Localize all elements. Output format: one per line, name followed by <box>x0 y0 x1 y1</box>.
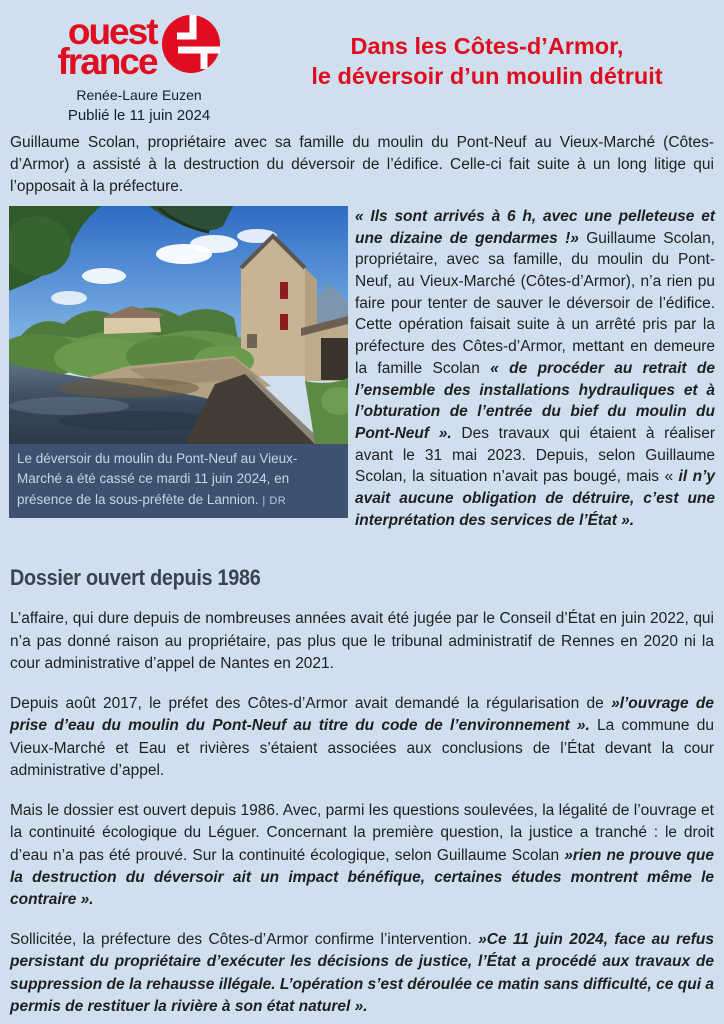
mill-river-photo <box>9 206 348 444</box>
ouest-france-logo-icon <box>161 14 221 79</box>
article-figure <box>9 206 348 518</box>
brand-block <box>9 10 269 124</box>
body-paragraph-1: L’affaire, qui dure depuis de nombreuses années avait été jugée par le Conseil d’État en juin 2022, qui n’a pas donné raison au propriétaire, pas plus que le tribunal administratif de Rennes en 2020 ni la cour administrative d’appel de Nantes en 2021. <box>10 610 714 673</box>
photo-caption <box>9 444 348 518</box>
quote-paragraph: « Ils sont arrivés à 6 h, avec une pelleteuse et une dizaine de gendarmes !» Guillaume Scolan, propriétaire, avec sa famille, du moulin du Pont-Neuf, au Vieux-Marché (Côtes-d’Armor), n’a rien pu faire pour tenter de sauver le déversoir de l’édifice. Cette opération faisait suite à un arrêté pris par la préfecture des Côtes-d’Armor, mettant en demeure la famille Scolan « de procéder au retrait de l’ensemble des installations hydrauliques et à l’obturation de l’entrée du bief du moulin du Pont-Neuf ». Des travaux qui étaient à réaliser avant le 31 mai 2023. Depuis, selon Guillaume Scolan, la situation n’avait pas bougé, mais « il n’y avait aucune obligation de détruire, c’est une interprétation des services de l’État ». <box>355 208 715 529</box>
headline-line-1: Dans les Côtes-d’Armor, <box>350 33 624 59</box>
logo-word-france: france <box>57 40 157 82</box>
body-paragraph-4: Sollicitée, la préfecture des Côtes-d’Armor confirme l’intervention. »Ce 11 juin 2024, face au refus persistant du propriétaire d’exécuter les décisions de justice, l’État a procédé aux travaux de suppression de la rehausse illégale. L’opération s’est déroulée ce matin sans difficulté, ce qui a permis de restituer la rivière à son état naturel ». <box>10 930 714 1016</box>
author-byline: Renée-Laure Euzen <box>76 87 202 103</box>
logo-word-ouest: ouest <box>67 10 157 52</box>
body-paragraph-3: Mais le dossier est ouvert depuis 1986. Avec, parmi les questions soulevées, la légalité de l’ouvrage et la continuité écologique du Léguer. Concernant la première question, la justice a tranché : le droit d’eau n’a pas été prouvé. Sur la continuité écologique, selon Guillaume Scolan »rien ne prouve que la destruction du déversoir ait un impact bénéfique, certaines études montrent même le contraire ». <box>10 801 714 909</box>
media-row <box>9 206 715 531</box>
caption-text: Le déversoir du moulin du Pont-Neuf au Vieux-Marché a été cassé ce mardi 11 juin 2024, en présence de la sous-préfète de Lannion. <box>17 451 298 507</box>
photo-credit: | DR <box>262 494 287 507</box>
article-headline <box>269 32 705 92</box>
headline-line-2: le déversoir d’un moulin détruit <box>311 62 663 89</box>
section-heading: Dossier ouvert depuis 1986 <box>10 565 261 591</box>
masthead <box>9 10 715 126</box>
publish-date: Publié le 11 juin 2024 <box>67 107 211 124</box>
intro-paragraph: Guillaume Scolan, propriétaire avec sa famille du moulin du Pont-Neuf au Vieux-Marché (Côtes-d’Armor) a assisté à la destruction du déversoir de l’édifice. Celle-ci fait suite à un long litige qui l’opposait à la préfecture. <box>10 134 714 195</box>
body-paragraph-2: Depuis août 2017, le préfet des Côtes-d’Armor avait demandé la régularisation de »l’ouvrage de prise d’eau du moulin du Pont-Neuf au titre du code de l’environnement ». La commune du Vieux-Marché et Eau et rivières s’étaient associées aux conclusions de l’État devant la cour administrative d’appel. <box>10 694 714 780</box>
ouest-france-wordmark <box>57 10 157 82</box>
